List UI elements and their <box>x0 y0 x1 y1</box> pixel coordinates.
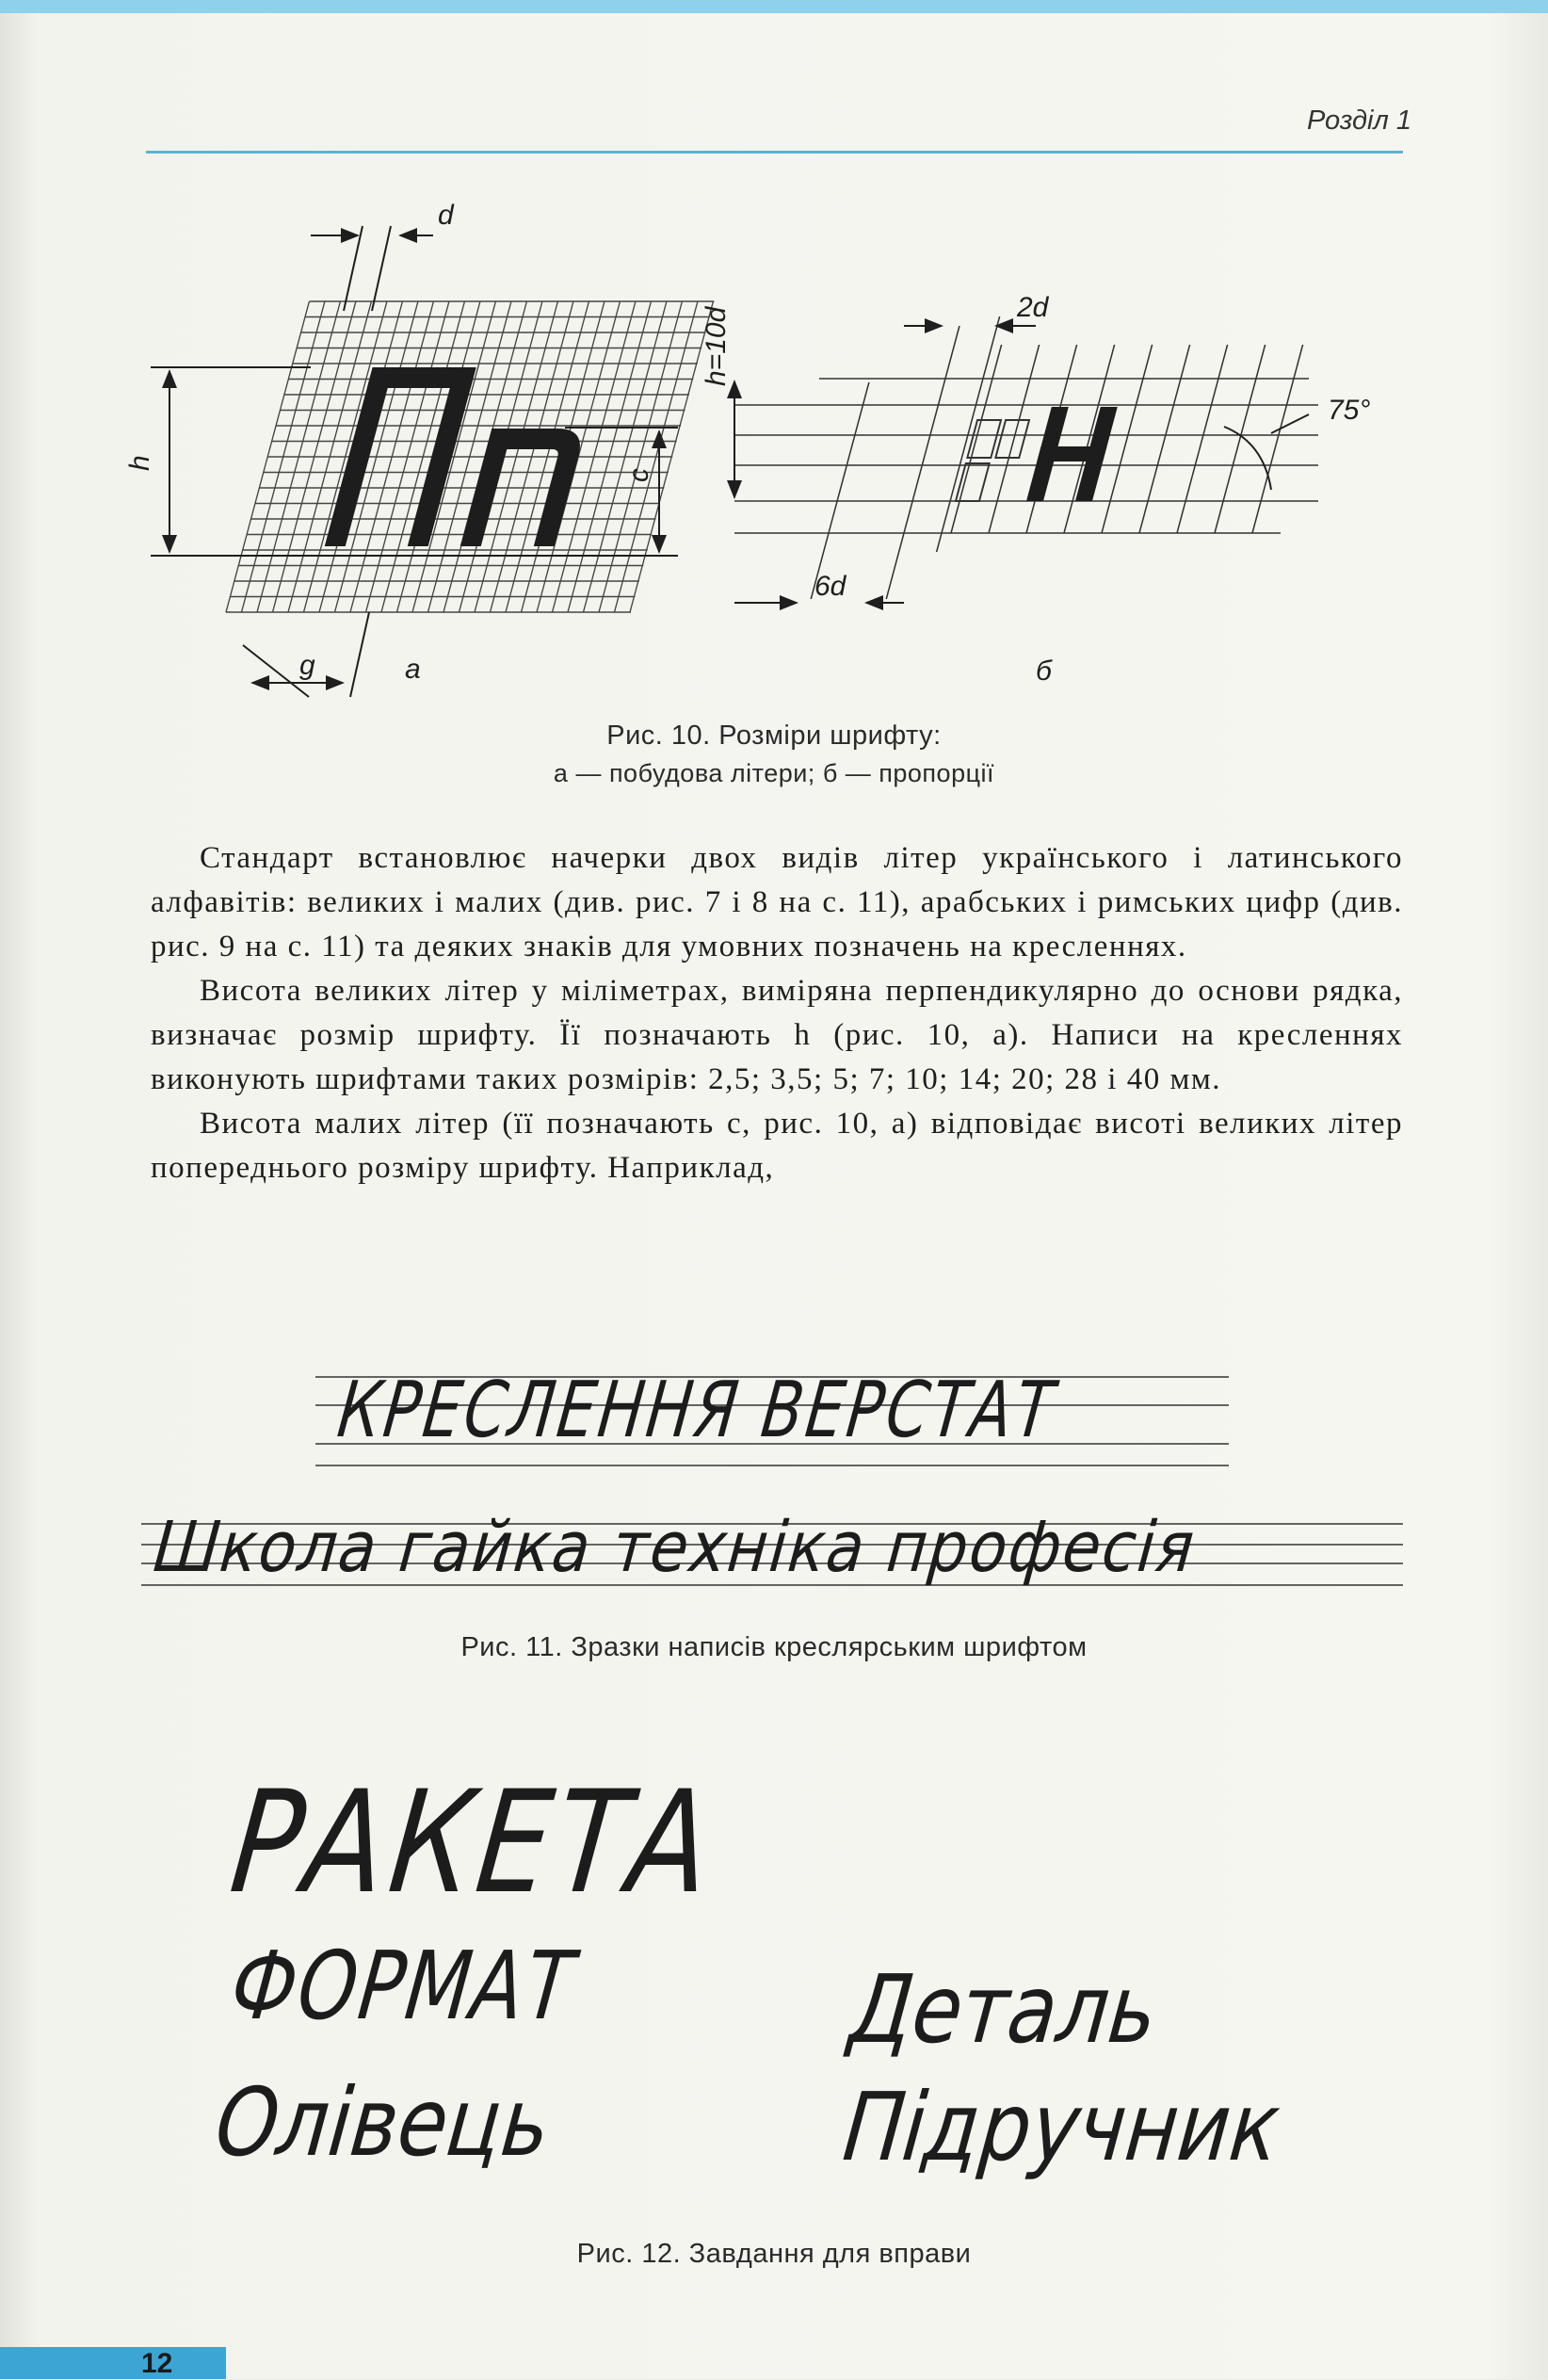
figure-12-word-pidruchnyk: Підручник <box>829 2072 1295 2182</box>
label-6d: 6d <box>814 571 847 602</box>
section-label: Розділ 1 <box>1307 105 1411 136</box>
label-h10d: h=10d <box>701 306 732 386</box>
figure-10-caption-line2: а — побудова літери; б — пропорції <box>553 759 995 787</box>
label-g: g <box>299 650 315 681</box>
label-2d: 2d <box>1017 292 1049 323</box>
figure-10-caption-line1: Рис. 10. Розміри шрифту: <box>606 720 942 751</box>
figure-11-caption: Рис. 11. Зразки написів креслярським шрифтом <box>460 1632 1088 1662</box>
paragraph-3: Висота малих літер (її позначають с, рис. 10, а) відповідає висоті великих літер попереднього розміру шрифту. Наприклад, <box>151 1107 1403 1185</box>
figure-11-line2: Школа гайка техніка професія <box>142 1507 1207 1588</box>
label-c: c <box>623 468 654 482</box>
figure-12-word-detal: Деталь <box>836 1954 1172 2064</box>
label-angle: 75° <box>1328 395 1371 426</box>
figure-12-word-olivets: Олівець <box>201 2067 566 2178</box>
figure-12-word-raketa: РАКЕТА <box>210 1761 737 1925</box>
label-d: d <box>438 200 454 231</box>
page-number: 12 <box>141 2348 173 2379</box>
paragraph-1: Стандарт встановлює начерки двох видів літер українського і латинського алфавітів: великих і малих (див. рис. 7 і 8 на с. 11), арабських і римських цифр (див. рис. 9 на с. 11) та деяких знаків для умовних позначень на кресленнях. <box>151 841 1403 963</box>
figure-12-caption: Рис. 12. Завдання для вправи <box>576 2239 972 2269</box>
figure-11-line1: КРЕСЛЕННЯ ВЕРСТАТ <box>326 1366 1067 1455</box>
label-a: а <box>405 654 421 685</box>
figure-12-word-format: ФОРМАТ <box>217 1931 589 2041</box>
paragraph-2: Висота великих літер у міліметрах, виміряна перпендикулярно до основи рядка, визначає розмір шрифту. Її позначають h (рис. 10, а). Написи на кресленнях виконують шрифтами таких розмірів: 2,5; 3,5; 5; 7; 10; 14; 20; 28 і 40 мм. <box>151 974 1403 1096</box>
page-number-bar <box>0 2347 226 2379</box>
label-b: б <box>1036 656 1052 687</box>
label-h: h <box>124 455 155 471</box>
